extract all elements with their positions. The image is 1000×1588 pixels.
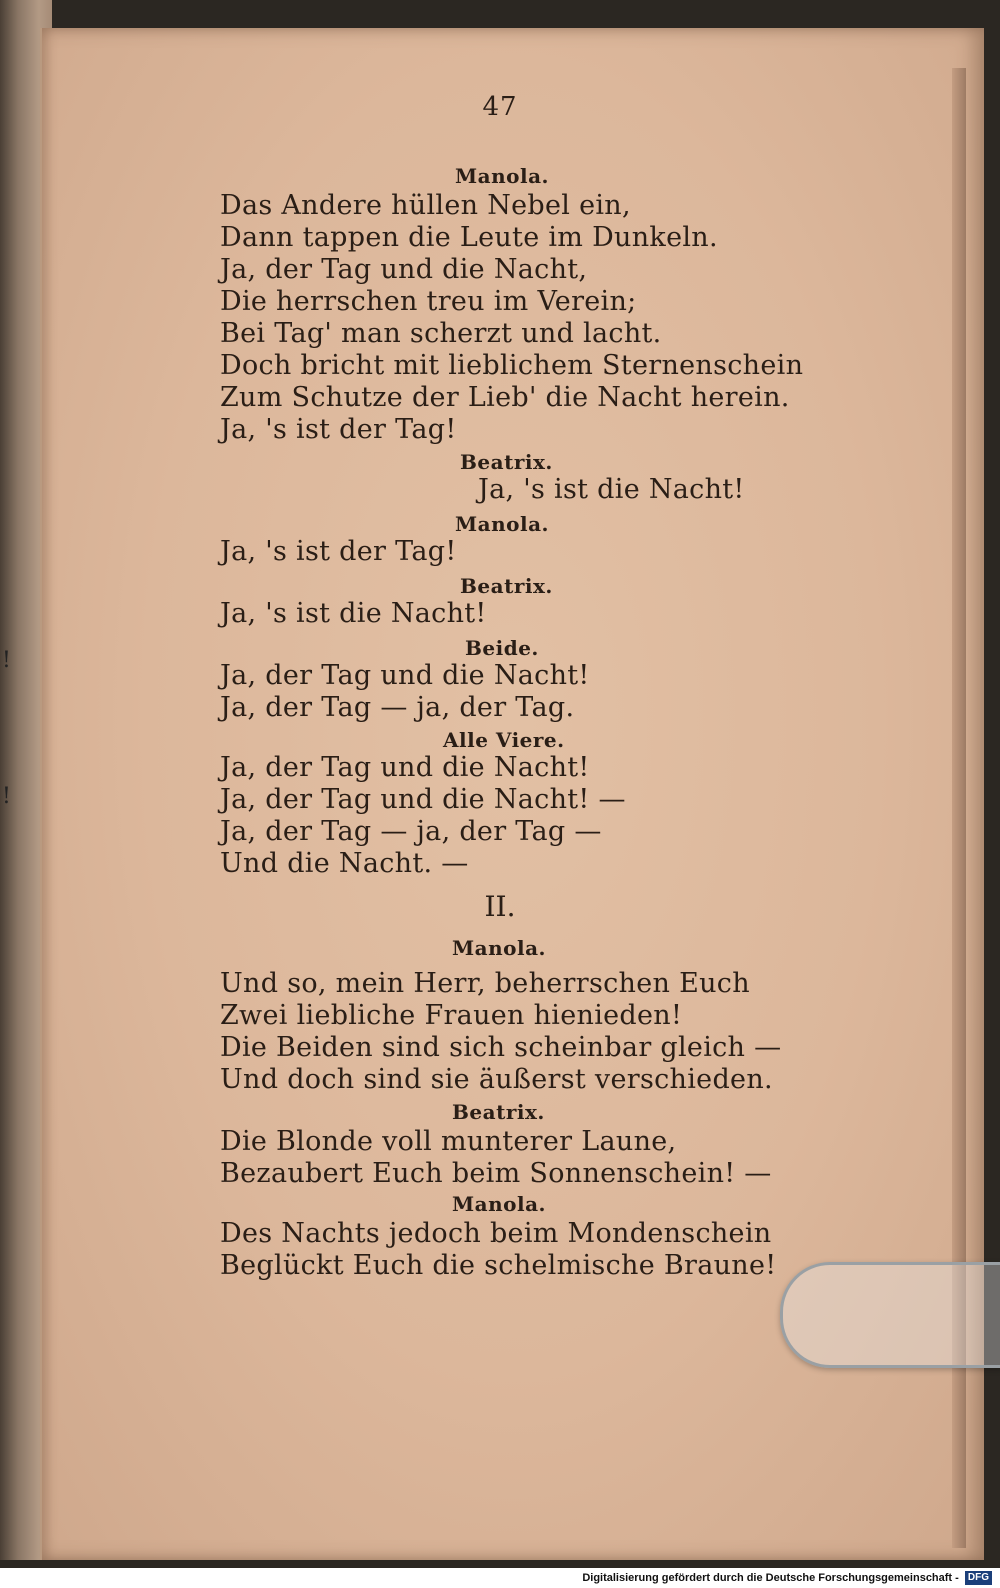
speaker-label: Manola.: [455, 512, 549, 536]
verse-line: Zwei liebliche Frauen hienieden!: [220, 1000, 683, 1031]
section-numeral: II.: [484, 890, 516, 923]
verse-line: Ja, 's ist die Nacht!: [220, 598, 487, 629]
verse-line: Ja, 's ist der Tag!: [220, 536, 457, 567]
verse-line: Beglückt Euch die schelmische Braune!: [220, 1250, 777, 1281]
verse-line: Ja, 's ist der Tag!: [220, 414, 457, 445]
speaker-label: Manola.: [455, 164, 549, 188]
speaker-label: Manola.: [452, 936, 546, 960]
verse-line: Ja, 's ist die Nacht!: [478, 474, 745, 505]
verse-line: Bei Tag' man scherzt und lacht.: [220, 318, 662, 349]
verse-line: Die herrschen treu im Verein;: [220, 286, 637, 317]
verse-line: Bezaubert Euch beim Sonnenschein! —: [220, 1158, 772, 1189]
paper-clip: [780, 1262, 1000, 1368]
verse-line: Das Andere hüllen Nebel ein,: [220, 190, 631, 221]
verse-line: Ja, der Tag — ja, der Tag.: [220, 692, 575, 723]
speaker-label: Beatrix.: [460, 450, 553, 474]
verse-line: Die Blonde voll munterer Laune,: [220, 1126, 677, 1157]
verse-line: Des Nachts jedoch beim Mondenschein: [220, 1218, 772, 1249]
verse-line: Ja, der Tag und die Nacht!: [220, 660, 590, 691]
verse-line: Zum Schutze der Lieb' die Nacht herein.: [220, 382, 790, 413]
verse-line: Die Beiden sind sich scheinbar gleich —: [220, 1032, 782, 1063]
verse-line: Ja, der Tag und die Nacht!: [220, 752, 590, 783]
verse-line: Und so, mein Herr, beherrschen Euch: [220, 968, 750, 999]
verse-line: Ja, der Tag — ja, der Tag —: [220, 816, 602, 847]
page-number: 47: [482, 92, 518, 122]
verse-line: Dann tappen die Leute im Dunkeln.: [220, 222, 718, 253]
speaker-label: Beide.: [465, 636, 539, 660]
footer-text: Digitalisierung gefördert durch die Deutsche Forschungsgemeinschaft -: [582, 1572, 959, 1584]
speaker-label: Alle Viere.: [443, 728, 565, 752]
left-page-mark: !: [2, 648, 11, 673]
left-page-mark: !: [2, 784, 11, 809]
verse-line: Ja, der Tag und die Nacht! —: [220, 784, 626, 815]
digitization-footer: [0, 1568, 1000, 1588]
speaker-label: Manola.: [452, 1192, 546, 1216]
speaker-label: Beatrix.: [460, 574, 553, 598]
verse-line: Und doch sind sie äußerst verschieden.: [220, 1064, 773, 1095]
dfg-logo: DFG: [965, 1571, 992, 1585]
verse-line: Doch bricht mit lieblichem Sternenschein: [220, 350, 804, 381]
verse-line: Ja, der Tag und die Nacht,: [220, 254, 588, 285]
speaker-label: Beatrix.: [452, 1100, 545, 1124]
verse-line: Und die Nacht. —: [220, 848, 469, 879]
